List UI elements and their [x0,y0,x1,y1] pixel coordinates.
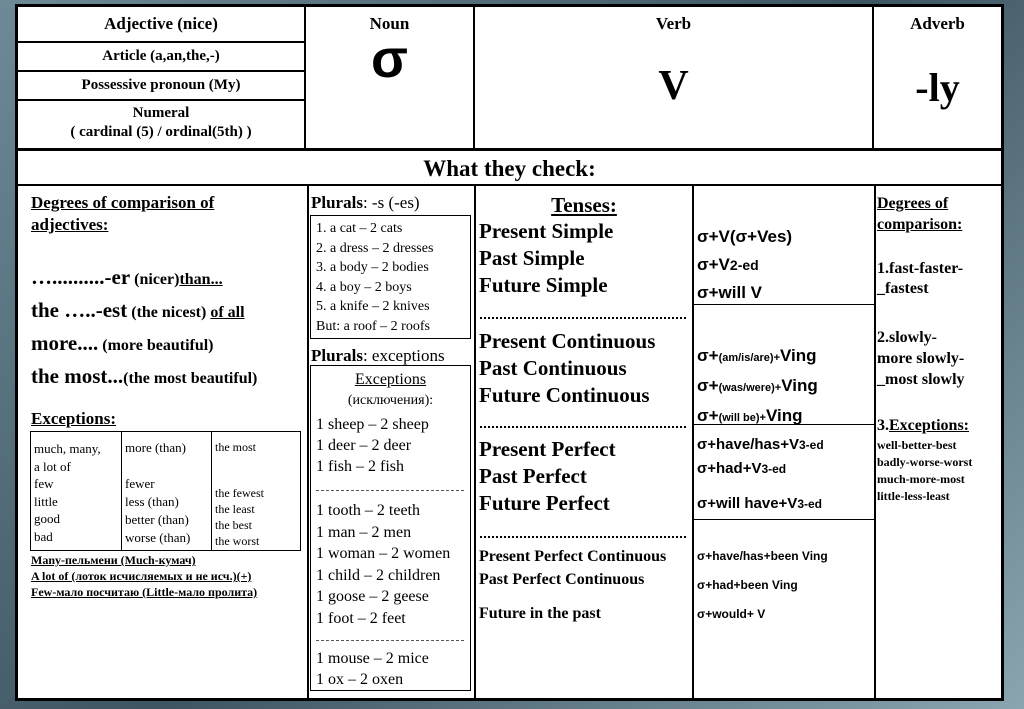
formulas-simple [697,223,792,307]
degrees-rules [31,262,257,394]
grammar-table [15,4,1004,701]
plurals-title: Plurals: -s (-es) [311,193,420,212]
plurals-box [310,215,471,339]
divider-v4 [874,184,876,701]
divider-adj-3 [18,99,304,101]
exceptions-col-base: much, many, a lot of few little good bad [34,441,101,544]
noun-title: Noun [369,14,410,33]
adjective-label: Adjective (nice) [104,14,218,33]
adj-exceptions-title: Exceptions: [31,409,116,428]
exceptions-group-other: 1 mouse – 2 mice 1 ox – 2 oxen [316,650,429,688]
divider-adj-1 [18,41,304,43]
adverb-exceptions-title: 3.Exceptions: [877,417,969,434]
divider-v3 [692,184,694,701]
numeral-types: ( cardinal (5) / ordinal(5th) ) [70,124,252,140]
formula-past-perfect-continuous: σ+had+been Ving [697,578,798,592]
formula-future-continuous: σ+(will be)+Ving [697,406,803,425]
plurals-exceptions-title: Plurals: exceptions [311,346,445,365]
degrees-title-line1: Degrees of comparison of [31,193,215,212]
tenses-perfect: Present Perfect Past Perfect Future Perfect [479,437,616,515]
exceptions-group-vowel: 1 tooth – 2 teeth 1 man – 2 men 1 woman – 2 women 1 child – 2 children 1 goose – 2 geese 1 foot – 2 feet [316,502,451,627]
adverb-exceptions-list: well-better-best badly-worse-worst much-more-most little-less-least [877,438,973,503]
formula-past-continuous: σ+(was/were)+Ving [697,376,818,395]
rule-most: the most...(the most beautiful) [31,364,258,388]
divider-adj-2 [18,70,304,72]
adverb-example-slowly: 2.slowly- more slowly- _most slowly [877,329,965,388]
rule-more: more.... (more beautiful) [31,331,214,355]
noun-symbol: σ [371,29,408,89]
formula-past-perfect: σ+had+V3-ed [697,460,787,477]
formulas-perfect [697,433,824,516]
divider-check [18,184,1001,186]
formula-present-continuous: σ+(am/is/are)+Ving [697,346,817,365]
exceptions-box-title: Exceptions [354,371,427,388]
formulas-continuous [697,342,818,432]
formula-present-simple: σ+V(σ+Ves) [697,227,793,246]
formula-past-simple: σ+V2-ed [697,255,759,274]
adverb-symbol: -ly [915,65,960,110]
adverb-example-fast: 1.fast-faster- _fastest [877,260,964,297]
tenses-continuous: Present Continuous Past Continuous Future Continuous [479,329,656,407]
degrees-title-line2: adjectives: [31,215,109,234]
exceptions-box-subtitle: (исключения): [347,393,434,408]
formula-present-perfect: σ+have/has+V3-ed [697,436,824,453]
tenses-perfect-continuous: Present Perfect Continuous Past Perfect Continuous Future in the past [479,548,667,622]
check-title: What they check: [423,156,596,181]
rule-est: the …..-est (the nicest) of all [31,298,245,322]
formulas-perfect-continuous [697,542,828,629]
tenses-title: Tenses: [551,193,617,217]
formula-future-simple: σ+will V [697,283,763,302]
formula-present-perfect-continuous: σ+have/has+been Ving [697,549,828,563]
divider-f3 [692,519,874,520]
plurals-exceptions-box [310,365,471,691]
divider-v1 [307,184,309,701]
exceptions-col-superlative: the most the fewest the least the best the worst [215,440,264,548]
rule-er: …..........-er (nicer)than... [31,265,223,289]
article-label: Article (a,an,the,-) [102,48,220,64]
formula-future-in-past: σ+would+ V [697,607,766,621]
adj-exceptions-table [30,431,301,551]
divider-header [18,148,1001,151]
degrees-title [31,192,214,236]
note-many-much: Many-пельмени (Much-кумач) [31,553,196,567]
tenses-simple: Present Simple Past Simple Future Simple [479,219,614,297]
numeral-label: Numeral [132,105,190,121]
note-few-little: Few-мало посчитаю (Little-мало пролита) [31,585,258,599]
formula-future-perfect: σ+will have+V3-ed [697,495,822,512]
verb-title: Verb [655,14,692,33]
possessive-label: Possessive pronoun (My) [81,77,241,93]
exceptions-col-comparative: more (than) fewer less (than) better (than) worse (than) [125,440,191,545]
adj-notes [31,552,257,600]
divider-v2 [474,184,476,701]
adverb-title: Adverb [910,14,965,33]
note-a-lot-of: A lot of (лоток исчисляемых и не исч.)(+) [31,569,252,583]
verb-symbol: V [658,63,689,109]
plurals-list: 1. a cat – 2 cats 2. a dress – 2 dresses 3. a body – 2 bodies 4. a boy – 2 boys 5. a knife – 2 knives But: a roof – 2 roofs [316,221,434,334]
exceptions-group-same: 1 sheep – 2 sheep 1 deer – 2 deer 1 fish – 2 fish [316,416,429,475]
adverb-degrees-title: Degrees of comparison: [877,195,963,233]
